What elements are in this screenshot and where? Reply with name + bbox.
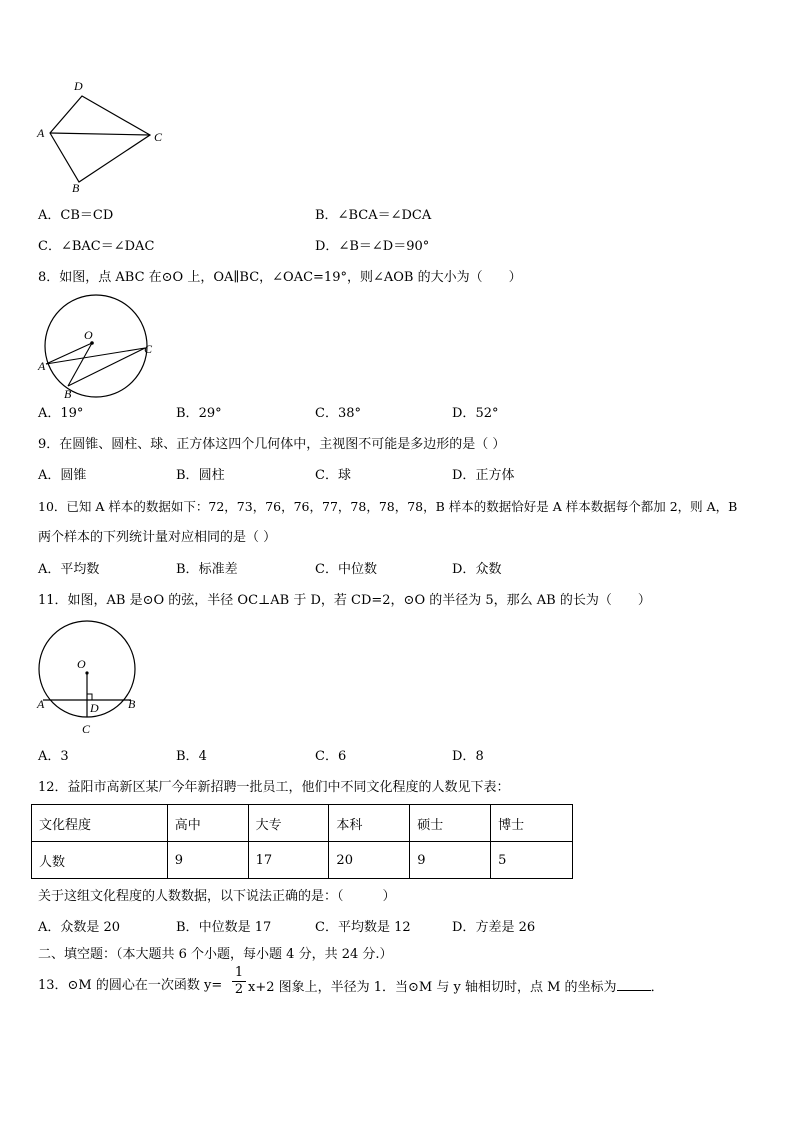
q11-label-o: O bbox=[77, 657, 86, 671]
q10-stem-line2: 两个样本的下列统计量对应相同的是（ ） bbox=[38, 530, 277, 545]
table-cell: 17 bbox=[248, 842, 329, 879]
q9-stem: 9．在圆锥、圆柱、球、正方体这四个几何体中，主视图不可能是多边形的是（ ） bbox=[38, 437, 506, 452]
table-cell: 本科 bbox=[329, 805, 410, 842]
option-key: D． bbox=[452, 749, 476, 764]
fraction-numerator: 1 bbox=[234, 965, 244, 980]
option-text: 3 bbox=[60, 749, 69, 764]
option-key: B． bbox=[315, 208, 338, 223]
q8-ac bbox=[46, 348, 145, 364]
option-key: C． bbox=[315, 920, 338, 935]
table-cell: 9 bbox=[410, 842, 491, 879]
q11-label-c: C bbox=[82, 722, 91, 736]
option-text: 中位数 bbox=[337, 562, 377, 577]
q10-stem-line1: 10．已知 A 样本的数据如下：72，73，76，76，77，78，78，78，B 样本的数据恰好是 A 样本数据每个都加 2，则 A，B bbox=[38, 499, 738, 514]
option-key: D． bbox=[452, 562, 476, 577]
q13-text: x+2 图象上，半径为 1．当⊙M 与 y 轴相切时，点 M 的坐标为 bbox=[248, 980, 617, 995]
option-text: ∠BAC＝∠DAC bbox=[60, 239, 155, 254]
table-cell: 9 bbox=[167, 842, 248, 879]
q12-stem: 12．益阳市高新区某厂今年新招聘一批员工，他们中不同文化程度的人数见下表： bbox=[38, 780, 510, 795]
q8-option-d[interactable] bbox=[452, 406, 498, 422]
q8-label-c: C bbox=[144, 342, 153, 356]
answer-blank[interactable] bbox=[617, 978, 651, 991]
q8-label-b: B bbox=[64, 387, 72, 400]
option-key: C． bbox=[315, 562, 338, 577]
q7-label-b: B bbox=[72, 181, 80, 194]
option-text: 8 bbox=[475, 749, 484, 764]
q11-option-d[interactable] bbox=[452, 749, 484, 765]
q13-fraction bbox=[232, 966, 246, 997]
q8-label-a: A bbox=[38, 359, 46, 373]
fraction-denominator: 2 bbox=[234, 982, 244, 997]
q10-option-c[interactable] bbox=[315, 562, 377, 578]
q10-option-b[interactable] bbox=[176, 562, 238, 578]
option-key: A． bbox=[38, 208, 61, 223]
table-cell: 人数 bbox=[32, 842, 168, 879]
q11-label-b: B bbox=[128, 697, 136, 711]
table-cell: 高中 bbox=[167, 805, 248, 842]
q12-option-b[interactable] bbox=[176, 920, 271, 936]
q7-option-a[interactable] bbox=[38, 208, 113, 224]
q8-option-c[interactable] bbox=[315, 406, 361, 422]
option-text: 29° bbox=[198, 406, 222, 421]
q7-figure bbox=[34, 76, 174, 194]
q12-option-a[interactable] bbox=[38, 920, 120, 936]
q7-diagonal-ac bbox=[50, 133, 150, 135]
option-text: 正方体 bbox=[475, 468, 515, 483]
option-text: 圆柱 bbox=[198, 468, 225, 483]
option-text: ∠BCA＝∠DCA bbox=[337, 208, 432, 223]
q11-stem: 11．如图，AB 是⊙O 的弦，半径 OC⊥AB 于 D，若 CD=2，⊙O 的半径为 5，那么 AB 的长为（ ） bbox=[38, 593, 651, 608]
q9-option-d[interactable] bbox=[452, 468, 514, 484]
option-key: A． bbox=[38, 468, 61, 483]
q7-option-d[interactable] bbox=[315, 239, 429, 255]
q13-text-part2 bbox=[248, 978, 664, 996]
option-text: 中位数是 17 bbox=[198, 920, 272, 935]
q10-option-d[interactable] bbox=[452, 562, 501, 578]
q7-label-c: C bbox=[154, 130, 163, 144]
q12-question: 关于这组文化程度的人数数据，以下说法正确的是：（ ） bbox=[38, 889, 396, 904]
q7-label-a: A bbox=[37, 126, 45, 140]
q12-option-d[interactable] bbox=[452, 920, 535, 936]
option-key: B． bbox=[176, 468, 199, 483]
option-key: C． bbox=[38, 239, 61, 254]
option-text: 19° bbox=[60, 406, 84, 421]
q11-label-a: A bbox=[37, 697, 45, 711]
option-text: 6 bbox=[337, 749, 347, 764]
q11-option-a[interactable] bbox=[38, 749, 69, 765]
table-cell: 大专 bbox=[248, 805, 329, 842]
section-title: 二、填空题：（本大题共 6 个小题，每小题 4 分，共 24 分.） bbox=[38, 947, 393, 962]
option-key: D． bbox=[452, 406, 476, 421]
option-text: 标准差 bbox=[198, 562, 238, 577]
option-key: D． bbox=[315, 239, 339, 254]
education-table bbox=[31, 804, 573, 879]
table-cell: 20 bbox=[329, 842, 410, 879]
q8-option-b[interactable] bbox=[176, 406, 222, 422]
q11-option-b[interactable] bbox=[176, 749, 207, 765]
option-key: B． bbox=[176, 562, 199, 577]
q10-option-a[interactable] bbox=[38, 562, 99, 578]
option-text: 4 bbox=[198, 749, 207, 764]
table-cell: 硕士 bbox=[410, 805, 491, 842]
option-key: B． bbox=[176, 920, 199, 935]
table-header-row bbox=[32, 805, 573, 842]
option-text: 52° bbox=[475, 406, 499, 421]
option-key: A． bbox=[38, 406, 61, 421]
option-text: 平均数是 12 bbox=[337, 920, 411, 935]
q11-right-angle-mark bbox=[87, 694, 92, 700]
q7-quadrilateral bbox=[50, 96, 150, 182]
option-key: A． bbox=[38, 920, 61, 935]
option-text: 球 bbox=[337, 468, 351, 483]
option-text: CB＝CD bbox=[60, 208, 114, 223]
q7-option-b[interactable] bbox=[315, 208, 431, 224]
option-text: 平均数 bbox=[60, 562, 100, 577]
option-text: 方差是 26 bbox=[475, 920, 536, 935]
q13-text-part1: 13．⊙M 的圆心在一次函数 y= bbox=[38, 978, 223, 993]
table-cell: 博士 bbox=[491, 805, 573, 842]
q9-option-b[interactable] bbox=[176, 468, 225, 484]
q8-figure bbox=[34, 292, 158, 400]
q11-label-d: D bbox=[90, 701, 99, 715]
q8-oa bbox=[46, 343, 92, 364]
q9-option-a[interactable] bbox=[38, 468, 86, 484]
option-key: C． bbox=[315, 749, 338, 764]
q8-label-o: O bbox=[84, 328, 93, 342]
option-key: C． bbox=[315, 468, 338, 483]
q8-circle bbox=[45, 295, 147, 397]
option-key: D． bbox=[452, 920, 476, 935]
option-key: A． bbox=[38, 562, 61, 577]
option-key: A． bbox=[38, 749, 61, 764]
option-key: B． bbox=[176, 749, 199, 764]
table-cell: 文化程度 bbox=[32, 805, 168, 842]
option-key: B． bbox=[176, 406, 199, 421]
q12-option-c[interactable] bbox=[315, 920, 411, 936]
q7-label-d: D bbox=[74, 79, 83, 93]
q8-stem: 8．如图，点 ABC 在⊙O 上，OA∥BC，∠OAC=19°，则∠AOB 的大小为（ ） bbox=[38, 270, 522, 285]
option-text: 38° bbox=[337, 406, 361, 421]
q9-option-c[interactable] bbox=[315, 468, 351, 484]
table-row bbox=[32, 842, 573, 879]
option-text: 圆锥 bbox=[60, 468, 87, 483]
option-key: D． bbox=[452, 468, 476, 483]
q8-option-a[interactable] bbox=[38, 406, 83, 422]
q11-figure bbox=[34, 619, 144, 739]
q13-period: ． bbox=[650, 980, 664, 995]
q7-option-c[interactable] bbox=[38, 239, 154, 255]
table-cell: 5 bbox=[491, 842, 573, 879]
option-text: 众数是 20 bbox=[60, 920, 121, 935]
option-text: ∠B＝∠D＝90° bbox=[338, 239, 430, 254]
option-text: 众数 bbox=[475, 562, 502, 577]
q11-option-c[interactable] bbox=[315, 749, 346, 765]
option-key: C． bbox=[315, 406, 338, 421]
